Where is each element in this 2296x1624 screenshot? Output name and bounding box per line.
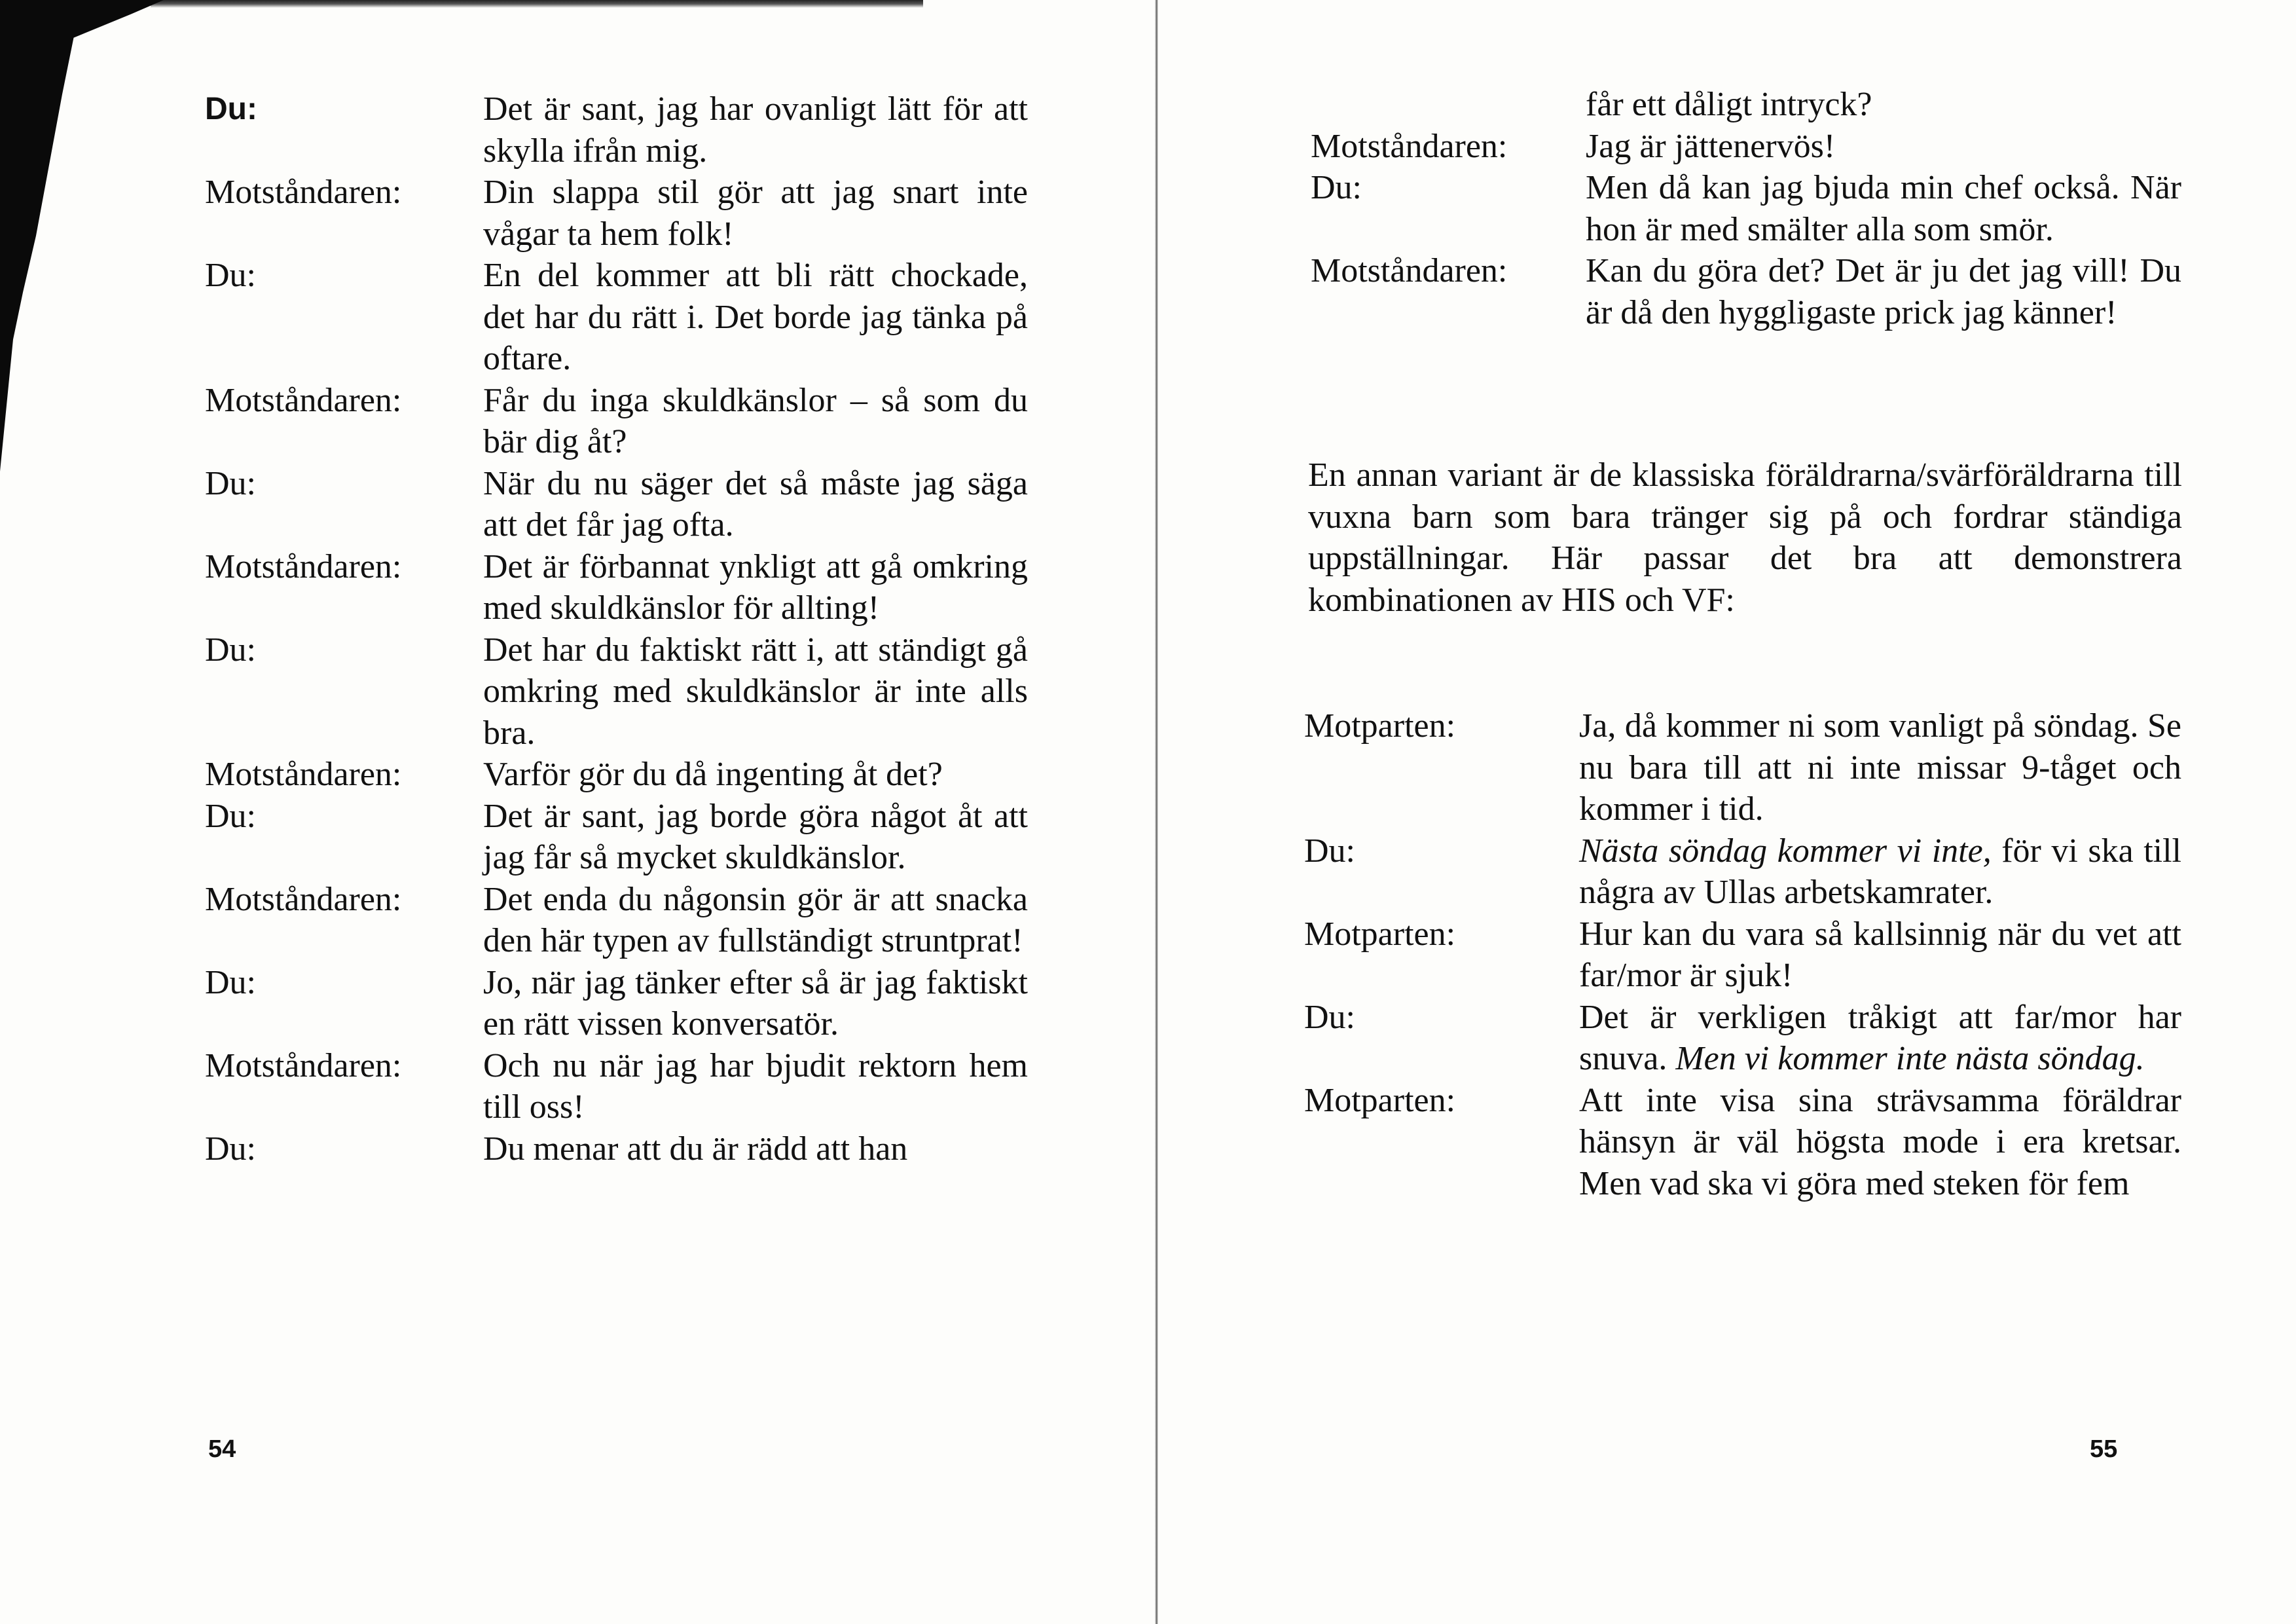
speaker: Motståndaren: xyxy=(205,880,402,918)
speech: En del kommer att bli rätt chockade, det har du rätt i. Det borde jag tänka på oftare. xyxy=(483,257,1028,377)
speaker: Motparten: xyxy=(1304,1081,1456,1119)
dialog-line xyxy=(1311,167,2181,250)
speaker: Du: xyxy=(205,464,256,502)
speaker: Du: xyxy=(1304,832,1355,870)
speech: Det är sant, jag har ovanligt lätt för att skylla ifrån mig. xyxy=(483,90,1028,170)
dialog-line xyxy=(1304,997,2181,1080)
book-gutter xyxy=(1155,0,1158,1624)
speaker: Du: xyxy=(205,631,256,669)
speech-rest: för vi ska till några av Ullas arbetskamrater. xyxy=(1579,832,2182,911)
speech-start: Det är verkligen tråkigt att far/mor har snuva. xyxy=(1579,998,2181,1077)
speaker: Du: xyxy=(205,797,256,835)
dialog-line xyxy=(205,546,1028,629)
dialog-line xyxy=(205,255,1028,380)
speech: Din slappa stil gör att jag snart inte vågar ta hem folk! xyxy=(483,174,1028,253)
speech: Hur kan du vara så kallsinnig när du vet att far/mor är sjuk! xyxy=(1579,915,2181,994)
speech: Det är sant, jag borde göra något åt att jag får så mycket skuldkänslor. xyxy=(483,797,1028,876)
speaker: Du: xyxy=(1304,998,1355,1036)
speech: Det har du faktiskt rätt i, att ständigt gå omkring med skuldkänslor är inte alls bra. xyxy=(483,631,1028,752)
right-dialog-bottom xyxy=(1304,705,2181,1204)
dialog-line xyxy=(1311,84,2181,126)
left-dialog xyxy=(205,88,1028,1170)
dialog-line xyxy=(205,796,1028,879)
right-dialog-top xyxy=(1311,84,2181,333)
page-number: 54 xyxy=(208,1435,236,1463)
speech xyxy=(1579,997,2181,1080)
speaker: Motparten: xyxy=(1304,915,1456,953)
speaker: Motståndaren: xyxy=(205,174,402,211)
dialog-line xyxy=(205,754,1028,796)
speaker: Du: xyxy=(205,1130,256,1168)
speaker: Motståndaren: xyxy=(205,547,402,585)
dialog-line xyxy=(1304,830,2181,913)
speaker: Du: xyxy=(1311,169,1362,206)
dialog-line xyxy=(205,879,1028,962)
speaker: Motståndaren: xyxy=(205,381,402,419)
dialog-line xyxy=(205,1128,1028,1170)
dialog-line xyxy=(205,1045,1028,1128)
speech: Ja, då kommer ni som vanligt på söndag. Se nu bara till att ni inte missar 9-tåget och kommer i tid. xyxy=(1579,707,2181,828)
dialog-line xyxy=(205,172,1028,255)
speech: Det är förbannat ynkligt att gå omkring med skuldkänslor för allting! xyxy=(483,547,1028,627)
speaker: Motståndaren: xyxy=(205,756,402,793)
speech: Jag är jättenervös! xyxy=(1586,127,1836,165)
body-paragraph: En annan variant är de klassiska föräldrarna/svärföräldrarna till vuxna barn som bara tränger sig på och fordrar ständiga uppställningar. Här passar det bra att demonstrera kombinationen av HIS och VF: xyxy=(1308,456,2182,619)
dialog-line xyxy=(205,380,1028,463)
speech: Och nu när jag har bjudit rektorn hem till oss! xyxy=(483,1046,1028,1126)
dialog-line xyxy=(1311,126,2181,168)
emphasis: Men vi kommer inte nästa söndag. xyxy=(1675,1040,2145,1077)
right-page xyxy=(1159,0,2296,1624)
speech: När du nu säger det så måste jag säga att det får jag ofta. xyxy=(483,464,1028,544)
dialog-line xyxy=(1304,913,2181,997)
speaker: Motparten: xyxy=(1304,707,1456,745)
speaker: Motståndaren: xyxy=(205,1046,402,1084)
dialog-line xyxy=(205,962,1028,1045)
speech: Jo, när jag tänker efter så är jag faktiskt en rätt vissen konversatör. xyxy=(483,963,1028,1043)
dialog-line xyxy=(1311,250,2181,333)
page-number: 55 xyxy=(2090,1435,2118,1463)
dialog-line xyxy=(205,88,1028,172)
speech: Det enda du någonsin gör är att snacka den här typen av fullständigt struntprat! xyxy=(483,880,1028,959)
dialog-line xyxy=(1304,705,2181,830)
speech: Du menar att du är rädd att han xyxy=(483,1130,908,1168)
speech: Varför gör du då ingenting åt det? xyxy=(483,756,943,793)
speech: Kan du göra det? Det är ju det jag vill! Du är då den hyggligaste prick jag känner! xyxy=(1586,252,2181,331)
speaker: Du: xyxy=(205,963,256,1001)
dialog-line xyxy=(1304,1080,2181,1205)
speaker: Du: xyxy=(205,257,256,294)
speech: får ett dåligt intryck? xyxy=(1586,86,1872,123)
speaker: Motståndaren: xyxy=(1311,252,1508,289)
dialog-line xyxy=(205,629,1028,754)
speech xyxy=(1579,830,2181,913)
emphasis: Nästa söndag kommer vi inte, xyxy=(1579,832,1992,870)
speaker: Du: xyxy=(205,92,257,126)
speech: Men då kan jag bjuda min chef också. När hon är med smälter alla som smör. xyxy=(1586,169,2181,248)
speech: Får du inga skuldkänslor – så som du bär dig åt? xyxy=(483,381,1028,460)
dialog-line xyxy=(205,463,1028,546)
speaker: Motståndaren: xyxy=(1311,127,1508,165)
speech: Att inte visa sina strävsamma föräldrar hänsyn är väl högsta mode i era kretsar. Men vad ska vi göra med steken för fem xyxy=(1579,1081,2181,1202)
